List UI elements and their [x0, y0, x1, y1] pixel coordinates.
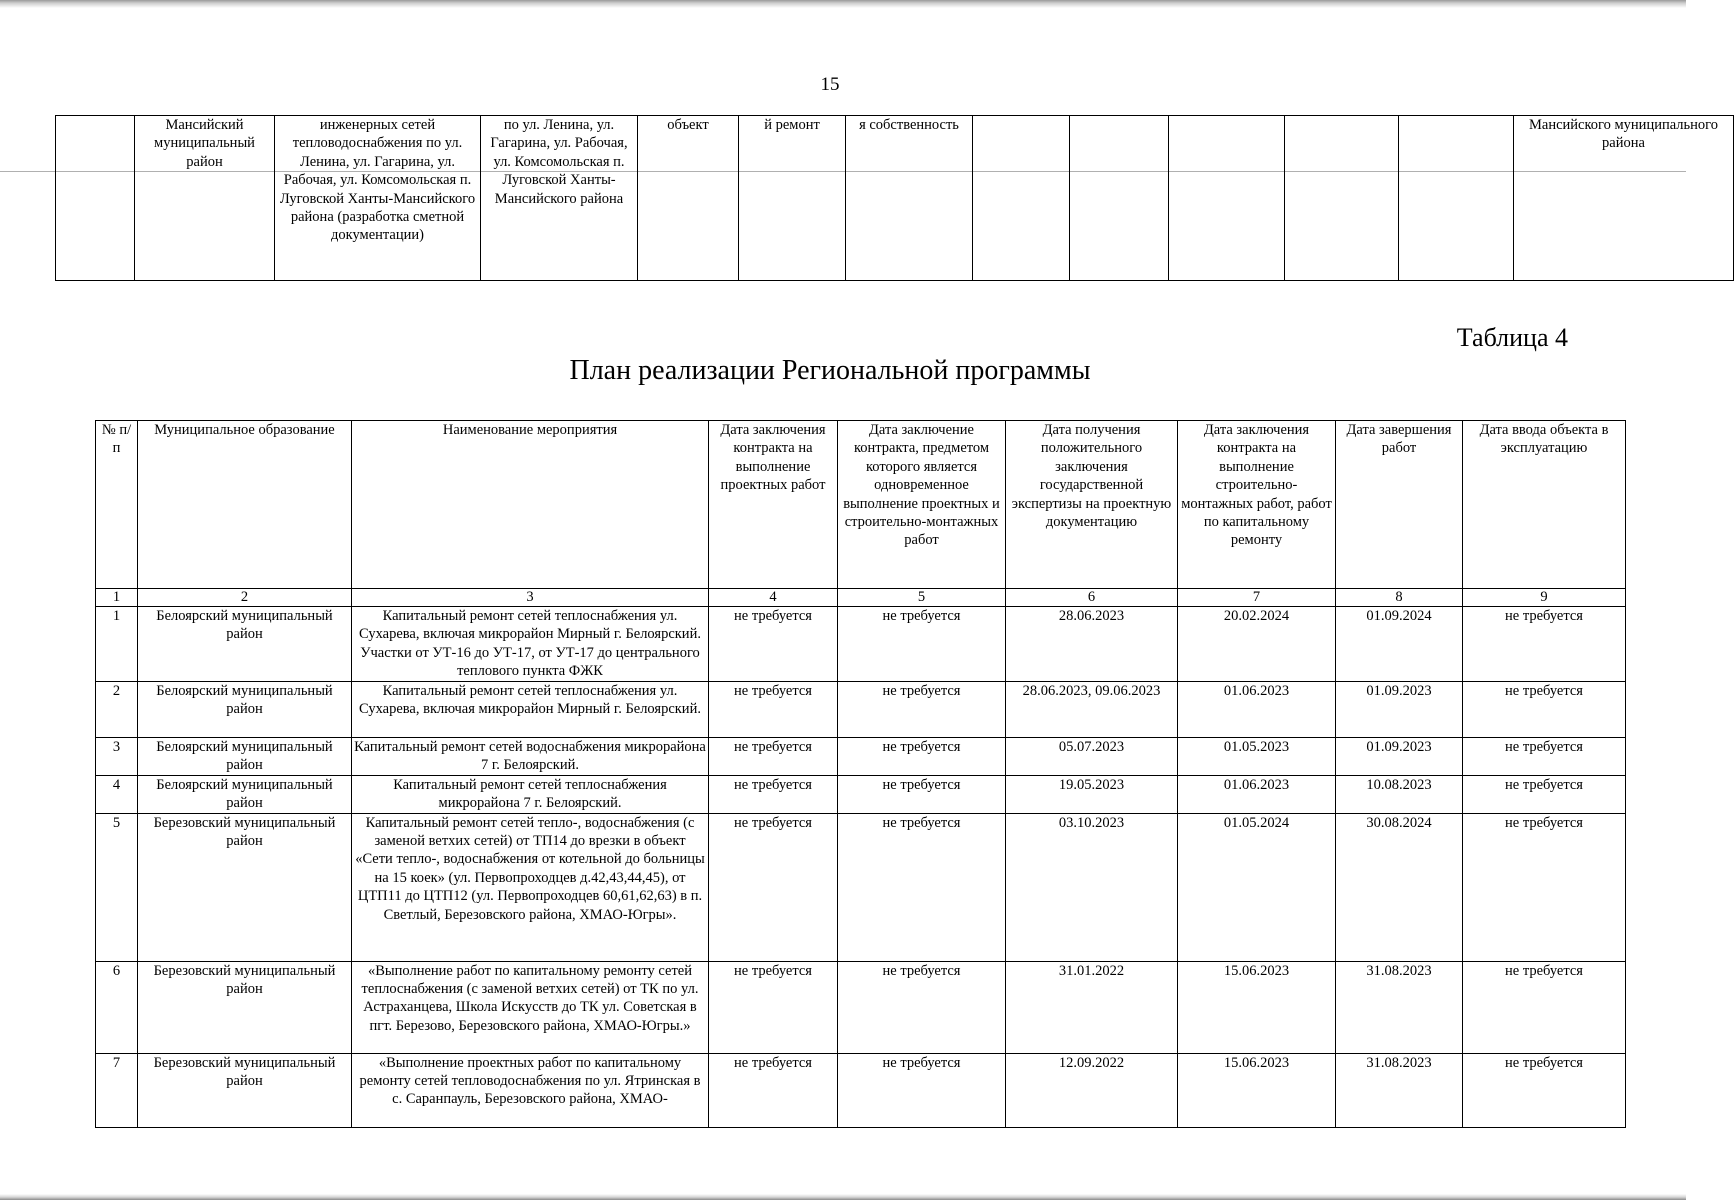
table-cell: 1 [96, 607, 138, 682]
table-cell [973, 116, 1070, 281]
table-cell: не требуется [709, 607, 838, 682]
table-cell: Капитальный ремонт сетей водоснабжения микрорайона 7 г. Белоярский. [352, 737, 709, 775]
table-row [96, 607, 1626, 682]
column-number: 3 [352, 589, 709, 607]
table-cell: не требуется [709, 1053, 838, 1127]
table-cell: не требуется [838, 737, 1006, 775]
program-plan-table [95, 420, 1626, 1128]
table-cell: Белоярский муниципальный район [138, 681, 352, 737]
table-cell: 03.10.2023 [1006, 813, 1178, 961]
table-cell: 10.08.2023 [1336, 775, 1463, 813]
table-cell: 30.08.2024 [1336, 813, 1463, 961]
table-cell: не требуется [838, 681, 1006, 737]
column-header: Дата получения положительного заключения государственной экспертизы на проектную документацию [1006, 421, 1178, 589]
table-cell: Березовский муниципальный район [138, 961, 352, 1053]
table-cell: 6 [96, 961, 138, 1053]
table-title: План реализации Региональной программы [569, 355, 1091, 386]
table-cell: 7 [96, 1053, 138, 1127]
table-row [56, 116, 1734, 281]
table-cell: «Выполнение работ по капитальному ремонту сетей теплоснабжения (с заменой ветхих сетей) от ТК по ул. Астраханцева, Школа Искусств до ТК ул. Советская в пгт. Березово, Березовского района, ХМАО-Югры.» [352, 961, 709, 1053]
table-cell: Капитальный ремонт сетей тепло-, водоснабжения (с заменой ветхих сетей) от ТП14 до врезки в объект «Сети тепло-, водоснабжения от котельной до больницы на 15 коек» (ул. Первопроходцев д.42,43,44,45), от ЦТП11 до ЦТП12 (ул. Первопроходцев 60,61,62,63) в п. Светлый, Березовского района, ХМАО-Югры». [352, 813, 709, 961]
table-cell: 01.09.2024 [1336, 607, 1463, 682]
table-number-label: Таблица 4 [1456, 323, 1568, 352]
table-row [96, 813, 1626, 961]
table-cell: 19.05.2023 [1006, 775, 1178, 813]
table-cell: не требуется [1463, 737, 1626, 775]
page-number: 15 [820, 74, 840, 95]
table-cell: Белоярский муниципальный район [138, 775, 352, 813]
table-cell: не требуется [838, 1053, 1006, 1127]
table-cell: не требуется [709, 737, 838, 775]
table-cell: не требуется [1463, 1053, 1626, 1127]
table-cell: не требуется [709, 961, 838, 1053]
column-header: Муниципальное образование [138, 421, 352, 589]
table-cell: 31.08.2023 [1336, 961, 1463, 1053]
table-cell: 01.05.2023 [1178, 737, 1336, 775]
table-cell: не требуется [838, 607, 1006, 682]
table-cell: 05.07.2023 [1006, 737, 1178, 775]
table-cell: не требуется [709, 775, 838, 813]
table-cell [1285, 116, 1399, 281]
table-cell: Капитальный ремонт сетей теплоснабжения ул. Сухарева, включая микрорайон Мирный г. Белоярский. Участки от УТ-16 до УТ-17, от УТ-17 до центрального теплового пункта ФЖК [352, 607, 709, 682]
table-row [96, 681, 1626, 737]
table-cell: Мансийский муниципальный район [135, 116, 275, 281]
table-header-row [96, 421, 1626, 589]
table-cell: я собственность [846, 116, 973, 281]
table-cell: 31.01.2022 [1006, 961, 1178, 1053]
table-cell [56, 116, 135, 281]
table-cell: Мансийского муниципального района [1514, 116, 1734, 281]
table-cell: 01.06.2023 [1178, 681, 1336, 737]
table-cell: не требуется [1463, 813, 1626, 961]
table-cell: не требуется [1463, 961, 1626, 1053]
column-number: 5 [838, 589, 1006, 607]
table-cell: 20.02.2024 [1178, 607, 1336, 682]
table-cell: 15.06.2023 [1178, 961, 1336, 1053]
continued-table [55, 115, 1734, 281]
table-cell: Белоярский муниципальный район [138, 737, 352, 775]
column-number: 9 [1463, 589, 1626, 607]
table-row [96, 775, 1626, 813]
column-number-row [96, 589, 1626, 607]
table-cell: не требуется [838, 775, 1006, 813]
table-cell: не требуется [1463, 775, 1626, 813]
table-row [96, 1053, 1626, 1127]
table-row [96, 737, 1626, 775]
table-cell: 01.05.2024 [1178, 813, 1336, 961]
table-row [96, 961, 1626, 1053]
table-cell: 31.08.2023 [1336, 1053, 1463, 1127]
table-cell: 28.06.2023, 09.06.2023 [1006, 681, 1178, 737]
column-header: Дата заключения контракта на выполнение проектных работ [709, 421, 838, 589]
table-cell: не требуется [709, 681, 838, 737]
table-cell: Белоярский муниципальный район [138, 607, 352, 682]
table-cell: 3 [96, 737, 138, 775]
table-cell: «Выполнение проектных работ по капитальному ремонту сетей тепловодоснабжения по ул. Ятринская в с. Саранпауль, Березовского района, ХМАО- [352, 1053, 709, 1127]
table-cell: Капитальный ремонт сетей теплоснабжения микрорайона 7 г. Белоярский. [352, 775, 709, 813]
table-cell: инженерных сетей тепловодоснабжения по ул. Ленина, ул. Гагарина, ул. Рабочая, ул. Комсомольская п. Луговской Ханты-Мансийского района (разработка сметной документации) [275, 116, 481, 281]
table-cell: Березовский муниципальный район [138, 1053, 352, 1127]
table-cell: 28.06.2023 [1006, 607, 1178, 682]
scan-edge-bottom [0, 1194, 1686, 1200]
column-number: 1 [96, 589, 138, 607]
column-header: Наименование мероприятия [352, 421, 709, 589]
table-cell [1169, 116, 1285, 281]
table-cell: не требуется [838, 813, 1006, 961]
column-header: № п/ п [96, 421, 138, 589]
column-header: Дата ввода объекта в эксплуатацию [1463, 421, 1626, 589]
table-cell: Березовский муниципальный район [138, 813, 352, 961]
table-cell: 4 [96, 775, 138, 813]
table-cell: 5 [96, 813, 138, 961]
column-number: 6 [1006, 589, 1178, 607]
table-cell: объект [638, 116, 739, 281]
table-cell: Капитальный ремонт сетей теплоснабжения ул. Сухарева, включая микрорайон Мирный г. Белоярский. [352, 681, 709, 737]
column-header: Дата заключения контракта на выполнение строительно-монтажных работ, работ по капитальному ремонту [1178, 421, 1336, 589]
table-cell: не требуется [709, 813, 838, 961]
column-number: 7 [1178, 589, 1336, 607]
table-cell: 12.09.2022 [1006, 1053, 1178, 1127]
scan-edge-top [0, 0, 1686, 8]
table-cell: не требуется [838, 961, 1006, 1053]
table-cell: не требуется [1463, 681, 1626, 737]
column-header: Дата заключение контракта, предметом которого является одновременное выполнение проектных и строительно-монтажных работ [838, 421, 1006, 589]
column-number: 2 [138, 589, 352, 607]
table-cell [1399, 116, 1514, 281]
table-cell: 15.06.2023 [1178, 1053, 1336, 1127]
table-cell [1070, 116, 1169, 281]
table-cell: 2 [96, 681, 138, 737]
column-number: 8 [1336, 589, 1463, 607]
table-cell: 01.09.2023 [1336, 737, 1463, 775]
table-cell: й ремонт [739, 116, 846, 281]
column-number: 4 [709, 589, 838, 607]
column-header: Дата завершения работ [1336, 421, 1463, 589]
table-cell: не требуется [1463, 607, 1626, 682]
table-cell: по ул. Ленина, ул. Гагарина, ул. Рабочая, ул. Комсомольская п. Луговской Ханты-Мансийского района [481, 116, 638, 281]
table-cell: 01.09.2023 [1336, 681, 1463, 737]
table-cell: 01.06.2023 [1178, 775, 1336, 813]
